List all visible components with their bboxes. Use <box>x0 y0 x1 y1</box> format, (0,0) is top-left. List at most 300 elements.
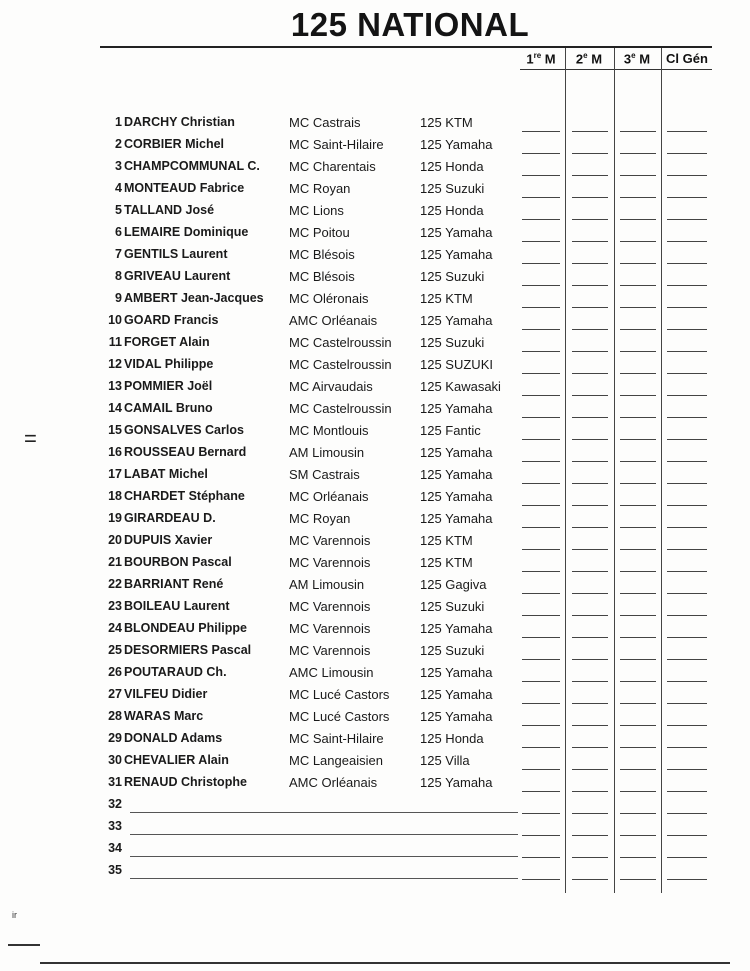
result-blank <box>667 153 707 154</box>
result-blank <box>667 615 707 616</box>
result-blank <box>522 725 560 726</box>
result-blank <box>620 703 656 704</box>
club-name: MC Poitou <box>289 225 350 240</box>
entry-row <box>0 555 750 577</box>
bike-model: 125 KTM <box>420 555 473 570</box>
result-blank <box>522 615 560 616</box>
result-blank <box>572 241 608 242</box>
entry-number: 20 <box>108 533 122 547</box>
bike-model: 125 Yamaha <box>420 225 493 240</box>
bike-model: 125 Villa <box>420 753 470 768</box>
bike-model: 125 Suzuki <box>420 643 485 658</box>
bike-model: 125 Yamaha <box>420 687 493 702</box>
result-blank <box>572 505 608 506</box>
result-blank <box>572 703 608 704</box>
club-name: MC Royan <box>289 511 351 526</box>
col-header-m3: 3e M <box>623 51 651 67</box>
club-name: MC Lucé Castors <box>289 687 390 702</box>
result-blank <box>620 571 656 572</box>
blank-entry-line <box>130 856 518 857</box>
entry-number: 24 <box>108 621 122 635</box>
entry-row <box>0 489 750 511</box>
result-blank <box>620 219 656 220</box>
rider-name: MONTEAUD Fabrice <box>124 181 245 195</box>
result-blank <box>667 197 707 198</box>
result-blank <box>522 263 560 264</box>
result-blank <box>620 153 656 154</box>
result-blank <box>667 527 707 528</box>
entry-number: 29 <box>108 731 122 745</box>
result-blank <box>572 725 608 726</box>
rider-name: CORBIER Michel <box>124 137 225 151</box>
result-blank <box>667 439 707 440</box>
result-blank <box>522 395 560 396</box>
result-blank <box>522 197 560 198</box>
club-name: AM Limousin <box>289 577 365 592</box>
page-mark: ir <box>12 910 17 920</box>
result-blank <box>667 483 707 484</box>
rider-name: DARCHY Christian <box>124 115 235 129</box>
bike-model: 125 Yamaha <box>420 445 493 460</box>
result-blank <box>572 813 608 814</box>
entry-number: 27 <box>108 687 122 701</box>
result-blank <box>522 527 560 528</box>
result-blank <box>667 417 707 418</box>
result-blank <box>620 307 656 308</box>
rider-name: ROUSSEAU Bernard <box>124 445 247 459</box>
result-blank <box>522 681 560 682</box>
result-blank <box>522 769 560 770</box>
rider-name: LABAT Michel <box>124 467 208 481</box>
entry-row <box>0 115 750 137</box>
result-blank <box>522 153 560 154</box>
entry-number: 11 <box>108 335 122 349</box>
result-blank <box>620 725 656 726</box>
result-blank <box>522 285 560 286</box>
entry-row <box>0 467 750 489</box>
result-blank <box>522 835 560 836</box>
bike-model: 125 Yamaha <box>420 137 493 152</box>
rider-name: CHAMPCOMMUNAL C. <box>124 159 260 173</box>
result-blank <box>522 439 560 440</box>
club-name: MC Airvaudais <box>289 379 373 394</box>
result-blank <box>667 725 707 726</box>
result-blank <box>522 593 560 594</box>
result-blank <box>667 791 707 792</box>
bike-model: 125 SUZUKI <box>420 357 493 372</box>
club-name: SM Castrais <box>289 467 360 482</box>
bike-model: 125 Yamaha <box>420 489 493 504</box>
club-name: MC Langeaisien <box>289 753 383 768</box>
result-blank <box>667 461 707 462</box>
entry-row <box>0 819 750 841</box>
result-blank <box>620 615 656 616</box>
result-blank <box>620 197 656 198</box>
result-blank <box>572 637 608 638</box>
rider-name: GOARD Francis <box>124 313 219 327</box>
entry-row <box>0 401 750 423</box>
result-blank <box>667 549 707 550</box>
result-blank <box>620 549 656 550</box>
entry-row <box>0 577 750 599</box>
entry-row <box>0 797 750 819</box>
entry-number: 26 <box>108 665 122 679</box>
result-blank <box>572 593 608 594</box>
rider-name: DONALD Adams <box>124 731 223 745</box>
rider-name: CHEVALIER Alain <box>124 753 229 767</box>
bike-model: 125 Honda <box>420 159 484 174</box>
entry-row <box>0 291 750 313</box>
blank-entry-line <box>130 878 518 879</box>
rider-name: TALLAND José <box>124 203 215 217</box>
entry-number: 10 <box>108 313 122 327</box>
entry-number: 34 <box>108 841 122 855</box>
result-blank <box>620 351 656 352</box>
rider-name: VILFEU Didier <box>124 687 208 701</box>
result-blank <box>667 175 707 176</box>
result-blank <box>620 263 656 264</box>
result-blank <box>522 351 560 352</box>
result-blank <box>522 791 560 792</box>
rider-name: DUPUIS Xavier <box>124 533 213 547</box>
entry-number: 3 <box>115 159 122 173</box>
entry-number: 19 <box>108 511 122 525</box>
bike-model: 125 Suzuki <box>420 181 485 196</box>
result-blank <box>522 219 560 220</box>
entry-row <box>0 533 750 555</box>
bike-model: 125 Honda <box>420 731 484 746</box>
result-blank <box>572 835 608 836</box>
entry-row <box>0 159 750 181</box>
club-name: MC Varennois <box>289 599 371 614</box>
entry-number: 25 <box>108 643 122 657</box>
rider-name: AMBERT Jean-Jacques <box>124 291 264 305</box>
result-blank <box>572 373 608 374</box>
page-title: 125 NATIONAL <box>290 6 530 43</box>
result-blank <box>667 285 707 286</box>
top-rule <box>100 46 712 48</box>
result-blank <box>572 681 608 682</box>
club-name: MC Lucé Castors <box>289 709 390 724</box>
result-blank <box>522 549 560 550</box>
entry-row <box>0 621 750 643</box>
entry-number: 4 <box>115 181 122 195</box>
result-blank <box>667 857 707 858</box>
entry-number: 14 <box>108 401 122 415</box>
result-blank <box>522 483 560 484</box>
entry-row <box>0 665 750 687</box>
entry-number: 13 <box>108 379 122 393</box>
entry-row <box>0 269 750 291</box>
club-name: MC Royan <box>289 181 351 196</box>
entry-row <box>0 863 750 885</box>
entry-row <box>0 775 750 797</box>
entry-row <box>0 137 750 159</box>
rider-name: BOILEAU Laurent <box>124 599 230 613</box>
club-name: MC Castelroussin <box>289 357 392 372</box>
result-blank <box>667 307 707 308</box>
result-blank <box>522 131 560 132</box>
entry-row <box>0 731 750 753</box>
result-blank <box>620 373 656 374</box>
result-blank <box>572 439 608 440</box>
entry-row <box>0 203 750 225</box>
result-blank <box>522 505 560 506</box>
result-blank <box>572 483 608 484</box>
result-blank <box>522 373 560 374</box>
rider-name: GENTILS Laurent <box>124 247 228 261</box>
result-blank <box>620 747 656 748</box>
blank-entry-line <box>130 812 518 813</box>
result-blank <box>620 593 656 594</box>
entry-row <box>0 687 750 709</box>
result-blank <box>572 263 608 264</box>
result-blank <box>572 857 608 858</box>
col-header-general: Cl Gén <box>666 51 708 66</box>
rider-name: LEMAIRE Dominique <box>124 225 249 239</box>
entry-row <box>0 643 750 665</box>
rider-name: VIDAL Philippe <box>124 357 214 371</box>
result-blank <box>620 285 656 286</box>
header-rule <box>520 69 712 70</box>
club-name: MC Montlouis <box>289 423 369 438</box>
entry-row <box>0 335 750 357</box>
rider-name: WARAS Marc <box>124 709 204 723</box>
entry-row <box>0 357 750 379</box>
result-blank <box>522 461 560 462</box>
club-name: MC Varennois <box>289 621 371 636</box>
rider-name: RENAUD Christophe <box>124 775 247 789</box>
entry-number: 8 <box>115 269 122 283</box>
result-blank <box>667 659 707 660</box>
club-name: MC Orléanais <box>289 489 369 504</box>
bike-model: 125 Yamaha <box>420 621 493 636</box>
bike-model: 125 KTM <box>420 533 473 548</box>
entry-row <box>0 709 750 731</box>
club-name: AM Limousin <box>289 445 365 460</box>
result-blank <box>620 417 656 418</box>
result-blank <box>572 395 608 396</box>
club-name: MC Lions <box>289 203 344 218</box>
bike-model: 125 Yamaha <box>420 401 493 416</box>
club-name: AMC Orléanais <box>289 313 378 328</box>
bike-model: 125 Yamaha <box>420 467 493 482</box>
bike-model: 125 Suzuki <box>420 335 485 350</box>
col-header-m2: 2e M <box>575 51 603 67</box>
result-blank <box>522 571 560 572</box>
rider-name: GONSALVES Carlos <box>124 423 244 437</box>
result-blank <box>620 791 656 792</box>
entry-row <box>0 181 750 203</box>
result-blank <box>572 461 608 462</box>
result-blank <box>620 483 656 484</box>
result-blank <box>522 857 560 858</box>
result-blank <box>522 307 560 308</box>
result-blank <box>522 813 560 814</box>
result-blank <box>620 439 656 440</box>
result-blank <box>522 659 560 660</box>
bike-model: 125 Yamaha <box>420 313 493 328</box>
entry-number: 7 <box>115 247 122 261</box>
result-blank <box>572 791 608 792</box>
result-blank <box>667 703 707 704</box>
result-blank <box>620 131 656 132</box>
entry-row <box>0 225 750 247</box>
bike-model: 125 KTM <box>420 291 473 306</box>
entry-number: 15 <box>108 423 122 437</box>
entry-number: 9 <box>115 291 122 305</box>
result-blank <box>667 637 707 638</box>
result-blank <box>572 153 608 154</box>
result-blank <box>667 593 707 594</box>
result-blank <box>667 263 707 264</box>
result-blank <box>667 835 707 836</box>
bike-model: 125 Kawasaki <box>420 379 501 394</box>
result-blank <box>667 505 707 506</box>
bike-model: 125 Gagiva <box>420 577 487 592</box>
entry-number: 35 <box>108 863 122 877</box>
rider-name: POUTARAUD Ch. <box>124 665 227 679</box>
entry-number: 21 <box>108 555 122 569</box>
club-name: AMC Orléanais <box>289 775 378 790</box>
result-blank <box>667 351 707 352</box>
result-blank <box>572 615 608 616</box>
result-blank <box>620 879 656 880</box>
entry-number: 5 <box>115 203 122 217</box>
entry-number: 28 <box>108 709 122 723</box>
entry-row <box>0 423 750 451</box>
club-name: MC Castelroussin <box>289 335 392 350</box>
result-blank <box>667 329 707 330</box>
bike-model: 125 Yamaha <box>420 709 493 724</box>
result-blank <box>667 241 707 242</box>
entry-row <box>0 445 750 467</box>
club-name: MC Varennois <box>289 533 371 548</box>
result-blank <box>620 505 656 506</box>
result-blank <box>667 395 707 396</box>
result-blank <box>667 813 707 814</box>
bike-model: 125 Yamaha <box>420 511 493 526</box>
rider-name: CHARDET Stéphane <box>124 489 245 503</box>
result-blank <box>667 373 707 374</box>
blank-entry-line <box>130 834 518 835</box>
result-blank <box>572 285 608 286</box>
result-blank <box>667 571 707 572</box>
rider-name: DESORMIERS Pascal <box>124 643 252 657</box>
result-blank <box>572 351 608 352</box>
result-blank <box>572 769 608 770</box>
bike-model: 125 Suzuki <box>420 269 485 284</box>
bike-model: 125 Suzuki <box>420 599 485 614</box>
result-blank <box>667 747 707 748</box>
result-blank <box>620 395 656 396</box>
bike-model: 125 KTM <box>420 115 473 130</box>
entry-number: 6 <box>115 225 122 239</box>
rider-name: CAMAIL Bruno <box>124 401 213 415</box>
bike-model: 125 Fantic <box>420 423 481 438</box>
result-blank <box>572 527 608 528</box>
entry-number: 1 <box>115 115 122 129</box>
result-blank <box>522 703 560 704</box>
result-blank <box>620 857 656 858</box>
result-blank <box>620 527 656 528</box>
club-name: MC Castelroussin <box>289 401 392 416</box>
result-blank <box>620 175 656 176</box>
result-blank <box>667 681 707 682</box>
club-name: MC Varennois <box>289 555 371 570</box>
entry-number: 31 <box>108 775 122 789</box>
result-blank <box>522 747 560 748</box>
club-name: MC Blésois <box>289 269 355 284</box>
result-blank <box>522 329 560 330</box>
club-name: MC Saint-Hilaire <box>289 137 384 152</box>
entry-row <box>0 313 750 335</box>
rider-name: GRIVEAU Laurent <box>124 269 231 283</box>
rider-name: GIRARDEAU D. <box>124 511 216 525</box>
result-blank <box>620 637 656 638</box>
result-blank <box>667 219 707 220</box>
entry-row <box>0 753 750 775</box>
result-blank <box>667 879 707 880</box>
entry-number: 2 <box>115 137 122 151</box>
club-name: MC Castrais <box>289 115 361 130</box>
left-margin-mark: = <box>24 426 37 451</box>
rider-name: POMMIER Joël <box>124 379 213 393</box>
result-blank <box>572 549 608 550</box>
result-blank <box>667 131 707 132</box>
rider-name: BOURBON Pascal <box>124 555 232 569</box>
bike-model: 125 Honda <box>420 203 484 218</box>
entry-number: 23 <box>108 599 122 613</box>
entry-number: 17 <box>108 467 122 481</box>
entry-number: 30 <box>108 753 122 767</box>
result-blank <box>620 659 656 660</box>
result-blank <box>620 681 656 682</box>
club-name: AMC Limousin <box>289 665 374 680</box>
entry-row <box>0 379 750 401</box>
result-blank <box>572 747 608 748</box>
result-blank <box>572 879 608 880</box>
result-blank <box>572 131 608 132</box>
result-blank <box>620 329 656 330</box>
result-blank <box>667 769 707 770</box>
result-blank <box>620 461 656 462</box>
entry-number: 18 <box>108 489 122 503</box>
result-blank <box>572 659 608 660</box>
result-blank <box>572 197 608 198</box>
entry-number: 16 <box>108 445 122 459</box>
result-blank <box>522 175 560 176</box>
result-blank <box>572 417 608 418</box>
result-blank <box>522 879 560 880</box>
bike-model: 125 Yamaha <box>420 775 493 790</box>
entry-row <box>0 599 750 621</box>
result-blank <box>620 769 656 770</box>
entry-row <box>0 841 750 863</box>
bike-model: 125 Yamaha <box>420 247 493 262</box>
entry-number: 12 <box>108 357 122 371</box>
result-blank <box>572 219 608 220</box>
result-blank <box>522 417 560 418</box>
result-blank <box>620 835 656 836</box>
entry-row <box>0 511 750 533</box>
rider-name: BARRIANT René <box>124 577 224 591</box>
left-dash <box>8 944 40 946</box>
club-name: MC Oléronais <box>289 291 369 306</box>
col-header-m1: 1re M <box>526 51 556 67</box>
rider-name: FORGET Alain <box>124 335 210 349</box>
entry-row <box>0 247 750 269</box>
